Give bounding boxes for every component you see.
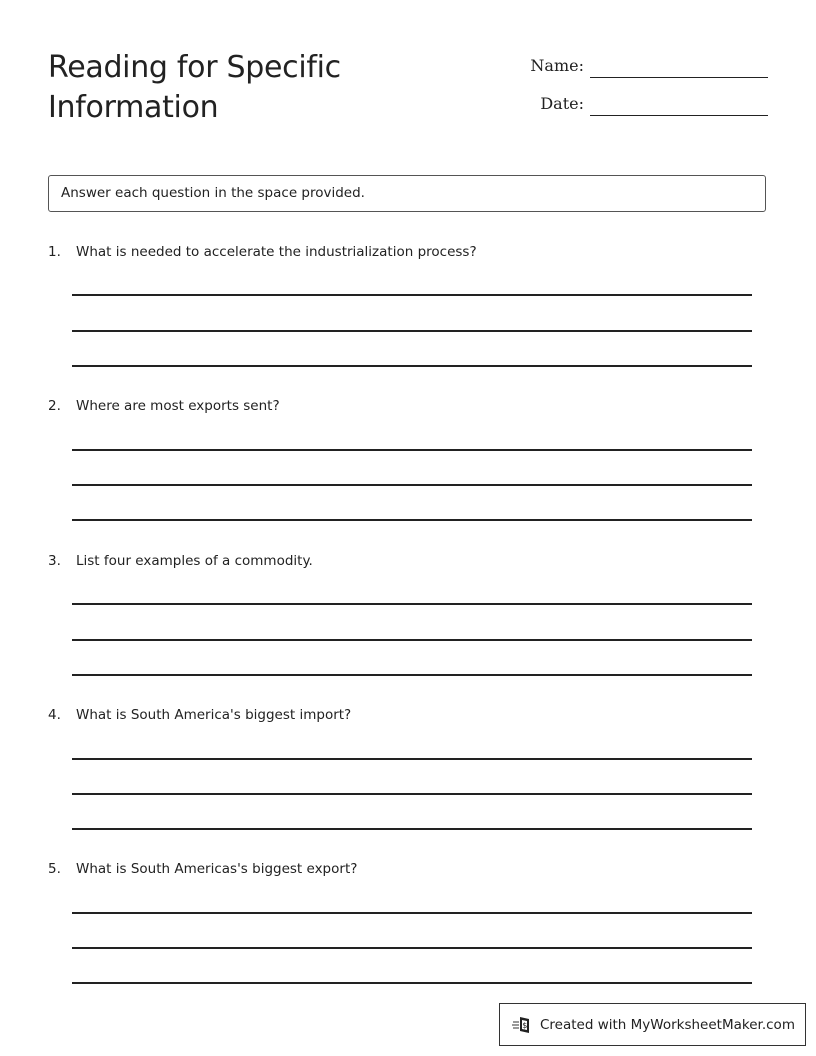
answer-line[interactable] — [72, 449, 752, 451]
name-label: Name: — [530, 56, 584, 75]
date-line — [590, 115, 768, 116]
footer-credit[interactable] — [499, 1003, 806, 1046]
answer-line[interactable] — [72, 912, 752, 914]
question-number: 2. — [48, 398, 61, 414]
date-label: Date: — [540, 94, 584, 113]
answer-line[interactable] — [72, 674, 752, 676]
question-text: Where are most exports sent? — [76, 398, 280, 414]
answer-line[interactable] — [72, 639, 752, 641]
name-line — [590, 77, 768, 78]
answer-line[interactable] — [72, 758, 752, 760]
date-field[interactable] — [500, 92, 768, 116]
answer-line[interactable] — [72, 519, 752, 521]
answer-line[interactable] — [72, 365, 752, 367]
question-number: 3. — [48, 553, 61, 569]
answer-line[interactable] — [72, 947, 752, 949]
question-number: 1. — [48, 244, 61, 260]
page-title: Reading for Specific Information — [48, 50, 341, 125]
question-text: List four examples of a commodity. — [76, 553, 313, 569]
question-number: 4. — [48, 707, 61, 723]
question-number: 5. — [48, 861, 61, 877]
name-field[interactable] — [500, 54, 768, 78]
question-text: What is South America's biggest import? — [76, 707, 352, 723]
svg-text:$: $ — [522, 1020, 528, 1030]
answer-line[interactable] — [72, 793, 752, 795]
book-icon — [512, 1015, 532, 1035]
answer-line[interactable] — [72, 603, 752, 605]
answer-line[interactable] — [72, 828, 752, 830]
question-text: What is needed to accelerate the industrialization process? — [76, 244, 477, 260]
answer-line[interactable] — [72, 484, 752, 486]
instructions-box: Answer each question in the space provided. — [48, 175, 766, 212]
answer-line[interactable] — [72, 294, 752, 296]
answer-line[interactable] — [72, 330, 752, 332]
question-text: What is South Americas's biggest export? — [76, 861, 358, 877]
answer-line[interactable] — [72, 982, 752, 984]
footer-credit-text: Created with MyWorksheetMaker.com — [540, 1016, 795, 1033]
